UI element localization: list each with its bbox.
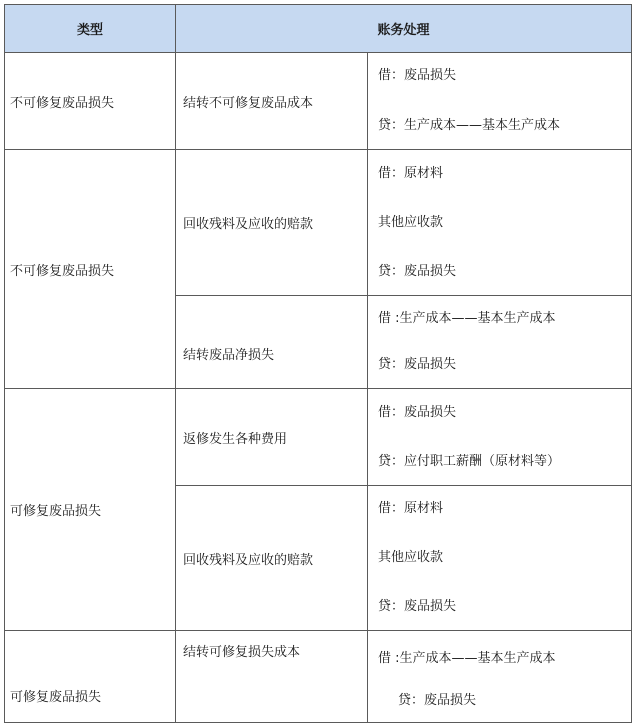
handle-cell: 结转不可修复废品成本 <box>176 53 368 150</box>
table-header-row <box>5 5 632 53</box>
table-row <box>5 150 632 296</box>
header-type: 类型 <box>5 5 176 53</box>
entry-line: 借 :生产成本——基本生产成本 <box>378 650 556 666</box>
type-cell <box>5 631 176 723</box>
entry-cell <box>368 486 632 631</box>
entry-line: 借：废品损失 <box>378 404 457 420</box>
entry-cell <box>368 150 632 296</box>
entry-line: 贷：废品损失 <box>378 357 457 372</box>
entry-line: 贷：废品损失 <box>398 692 477 708</box>
table-row <box>5 631 632 723</box>
entry-cell <box>368 631 632 723</box>
type-text: 可修复废品损失 <box>10 689 102 705</box>
entry-line: 借：原材料 <box>378 501 444 516</box>
entry-line: 借：废品损失 <box>378 68 457 83</box>
entry-line: 贷：应付职工薪酬（原材料等） <box>378 453 561 469</box>
entry-cell <box>368 53 632 150</box>
handle-cell <box>176 631 368 723</box>
entry-cell <box>368 296 632 389</box>
entry-cell <box>368 389 632 486</box>
type-cell: 不可修复废品损失 <box>5 150 176 389</box>
accounting-table <box>4 4 632 723</box>
header-accounting: 账务处理 <box>176 5 632 53</box>
table-row <box>5 389 632 486</box>
entry-line: 其他应收款 <box>378 550 444 565</box>
type-cell: 不可修复废品损失 <box>5 53 176 150</box>
handle-text: 结转废品净损失 <box>183 348 275 363</box>
entry-line: 借：原材料 <box>378 165 444 181</box>
table-row <box>5 53 632 150</box>
handle-cell: 返修发生各种费用 <box>176 389 368 486</box>
type-cell: 可修复废品损失 <box>5 389 176 631</box>
entry-line: 贷：废品损失 <box>378 263 457 279</box>
handle-cell <box>176 296 368 389</box>
entry-line: 贷：废品损失 <box>378 599 457 614</box>
entry-line: 其他应收款 <box>378 214 444 230</box>
entry-line: 借 :生产成本——基本生产成本 <box>378 311 556 326</box>
handle-cell: 回收残料及应收的赔款 <box>176 150 368 296</box>
handle-cell: 回收残料及应收的赔款 <box>176 486 368 631</box>
handle-text: 结转可修复损失成本 <box>183 645 301 660</box>
entry-line: 贷：生产成本——基本生产成本 <box>378 118 561 133</box>
